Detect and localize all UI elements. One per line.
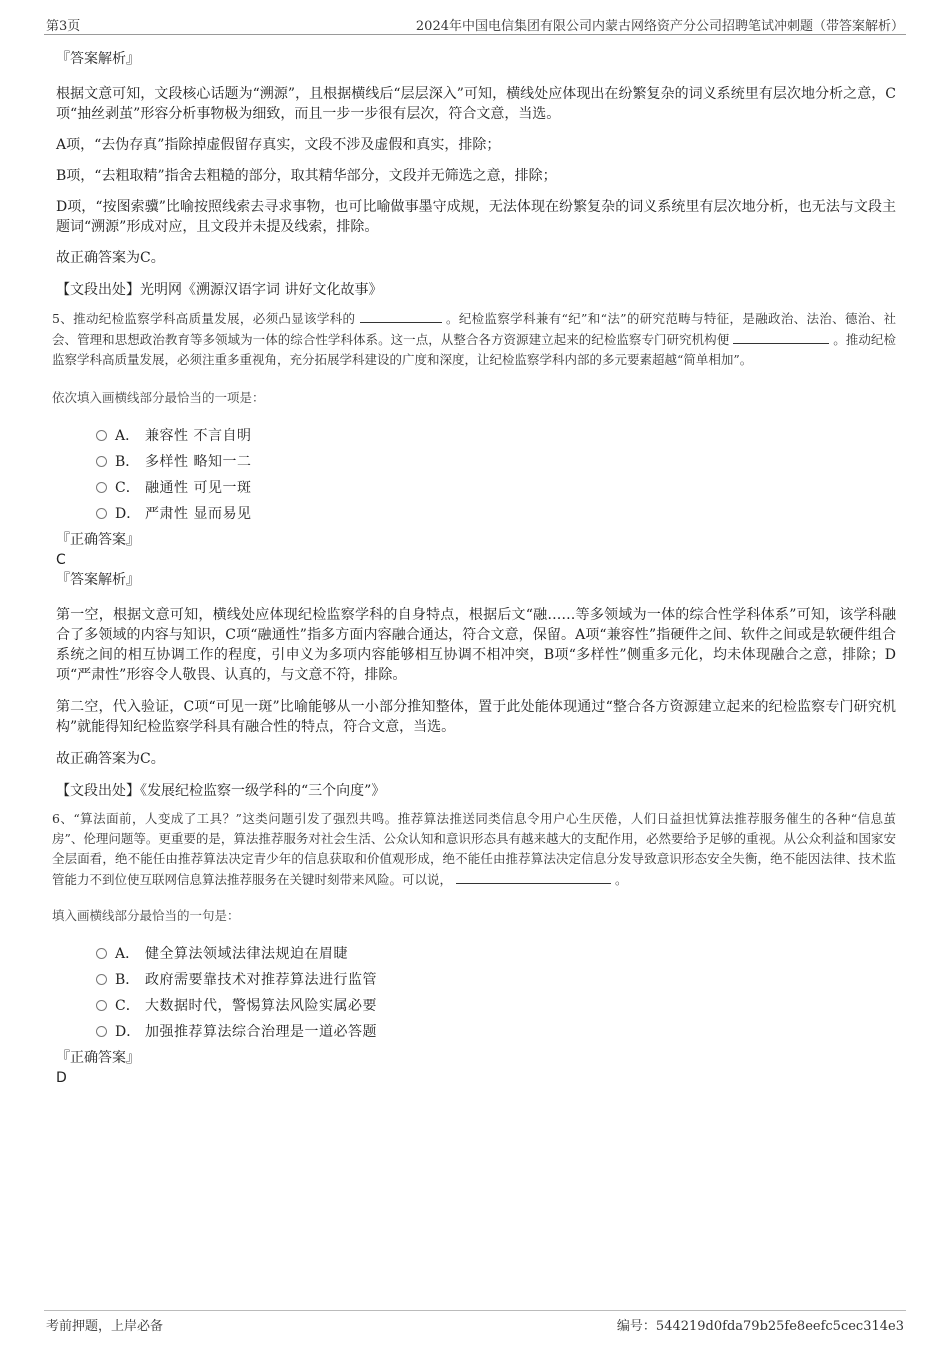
analysis-paragraph: B项，“去粗取精”指舍去粗糙的部分，取其精华部分，文段并无筛选之意，排除； <box>56 168 557 184</box>
option-a[interactable]: A． 兼容性 不言自明 <box>56 422 896 448</box>
footer-slogan: 考前押题，上岸必备 <box>46 1319 164 1334</box>
fill-blank <box>360 308 442 323</box>
analysis-paragraph: A项，“去伪存真”指除掉虚假留存真实，文段不涉及虚假和真实，排除； <box>56 137 501 153</box>
analysis-paragraph: 第一空，根据文意可知，横线处应体现纪检监察学科的自身特点，根据后文“融……等多领域为一体的综合性学科体系”可知，该学科融合了多领域的内容与知识，C项“融通性”指多方面内容融合通达，符合文意，保留。A项“兼容性”指硬件之间、软件之间或是软硬件组合系统之间的相互协调工作的程度，引申义为多项内容能够相互协调不相冲突，B项“多样性”侧重多元化，均未体现融合之意，排除；D项“严肃性”形容令人敬畏、认真的，与文意不符，排除。 <box>56 607 896 683</box>
analysis-label: 『答案解析』 <box>56 572 140 588</box>
correct-answer-label: 『正确答案』 <box>56 532 140 548</box>
analysis-paragraph: D项，“按图索骥”比喻按照线索去寻求事物，也可比喻做事墨守成规，无法体现在纷繁复杂的词义系统里有层次地分析，也无法与文段主题词“溯源”形成对应，且文段并未提及线索，排除。 <box>56 199 896 235</box>
radio-icon[interactable] <box>96 430 107 441</box>
fill-blank <box>733 329 829 344</box>
correct-answer: D <box>56 1070 67 1086</box>
question-stem-6: 6、“算法面前，人变成了工具？”这类问题引发了强烈共鸣。推荐算法推送同类信息令用户心生厌倦，人们日益担忧算法推荐服务催生的各种“信息茧房”、伦理问题等。更重要的是，算法推荐服务对社会生活、公众认知和意识形态具有越来越大的支配作用，必然要给予足够的重视。从公众利益和国家安全层面看，绝不能任由推荐算法决定青少年的信息获取和价值观形成，绝不能任由推荐算法决定信息分发导致意识形态安全失衡，绝不能因法律、技术监管能力不到位使互联网信息算法推荐服务在关键时刻带来风险。可以说， 。 <box>52 811 896 887</box>
passage-source: 【文段出处】《发展纪检监察一级学科的“三个向度”》 <box>56 783 386 799</box>
option-list <box>56 422 896 526</box>
document-title: 2024年中国电信集团有限公司内蒙古网络资产分公司招聘笔试冲刺题（带答案解析） <box>415 19 904 34</box>
question-instruction: 依次填入画横线部分最恰当的一项是： <box>52 390 265 405</box>
page-footer <box>44 1310 906 1334</box>
correct-answer: C <box>56 552 66 568</box>
option-c[interactable]: C． 大数据时代，警惕算法风险实属必要 <box>56 992 896 1018</box>
analysis-paragraph: 第二空，代入验证，C项“可见一斑”比喻能够从一小部分推知整体，置于此处能体现通过“整合各方资源建立起来的纪检监察专门研究机构”就能得知纪检监察学科具有融合性的特点，符合文意，当选。 <box>56 699 896 735</box>
document-body <box>52 44 896 1088</box>
question-stem-5: 5、推动纪检监察学科高质量发展，必须凸显该学科的 。纪检监察学科兼有“纪”和“法”的研究范畴与特征，是融政治、法治、德治、社会、管理和思想政治教育等多领域为一体的综合性学科体系。这一点，从整合各方资源建立起来的纪检监察专门研究机构便 。推动纪检监察学科高质量发展，必须注重多重视角，充分拓展学科建设的广度和深度，让纪检监察学科内部的多元要素超越“简单相加”。 <box>52 308 896 370</box>
answer-conclusion: 故正确答案为C。 <box>56 250 165 266</box>
option-c[interactable]: C． 融通性 可见一斑 <box>56 474 896 500</box>
option-b[interactable]: B． 政府需要靠技术对推荐算法进行监管 <box>56 966 896 992</box>
page-number: 第3页 <box>46 19 81 34</box>
option-d[interactable]: D． 严肃性 显而易见 <box>56 500 896 526</box>
radio-icon[interactable] <box>96 1026 107 1037</box>
radio-icon[interactable] <box>96 948 107 959</box>
radio-icon[interactable] <box>96 482 107 493</box>
analysis-paragraph: 根据文意可知，文段核心话题为“溯源”，且根据横线后“层层深入”可知，横线处应体现出在纷繁复杂的词义系统里有层次地分析之意，C项“抽丝剥茧”形容分析事物极为细致，而且一步一步很有层次，符合文意，当选。 <box>56 86 896 122</box>
radio-icon[interactable] <box>96 508 107 519</box>
analysis-label: 『答案解析』 <box>56 51 140 67</box>
correct-answer-label: 『正确答案』 <box>56 1050 140 1066</box>
option-d[interactable]: D． 加强推荐算法综合治理是一道必答题 <box>56 1018 896 1044</box>
passage-source: 【文段出处】光明网《溯源汉语字词 讲好文化故事》 <box>56 282 383 298</box>
option-a[interactable]: A． 健全算法领域法律法规迫在眉睫 <box>56 940 896 966</box>
answer-conclusion: 故正确答案为C。 <box>56 751 165 767</box>
question-instruction: 填入画横线部分最恰当的一句是： <box>52 908 240 923</box>
option-b[interactable]: B． 多样性 略知一二 <box>56 448 896 474</box>
radio-icon[interactable] <box>96 974 107 985</box>
page-header <box>44 12 906 35</box>
fill-blank <box>456 869 611 884</box>
document-code: 编号：544219d0fda79b25fe8eefc5cec314e3 <box>616 1319 904 1334</box>
option-list <box>56 940 896 1044</box>
radio-icon[interactable] <box>96 456 107 467</box>
radio-icon[interactable] <box>96 1000 107 1011</box>
